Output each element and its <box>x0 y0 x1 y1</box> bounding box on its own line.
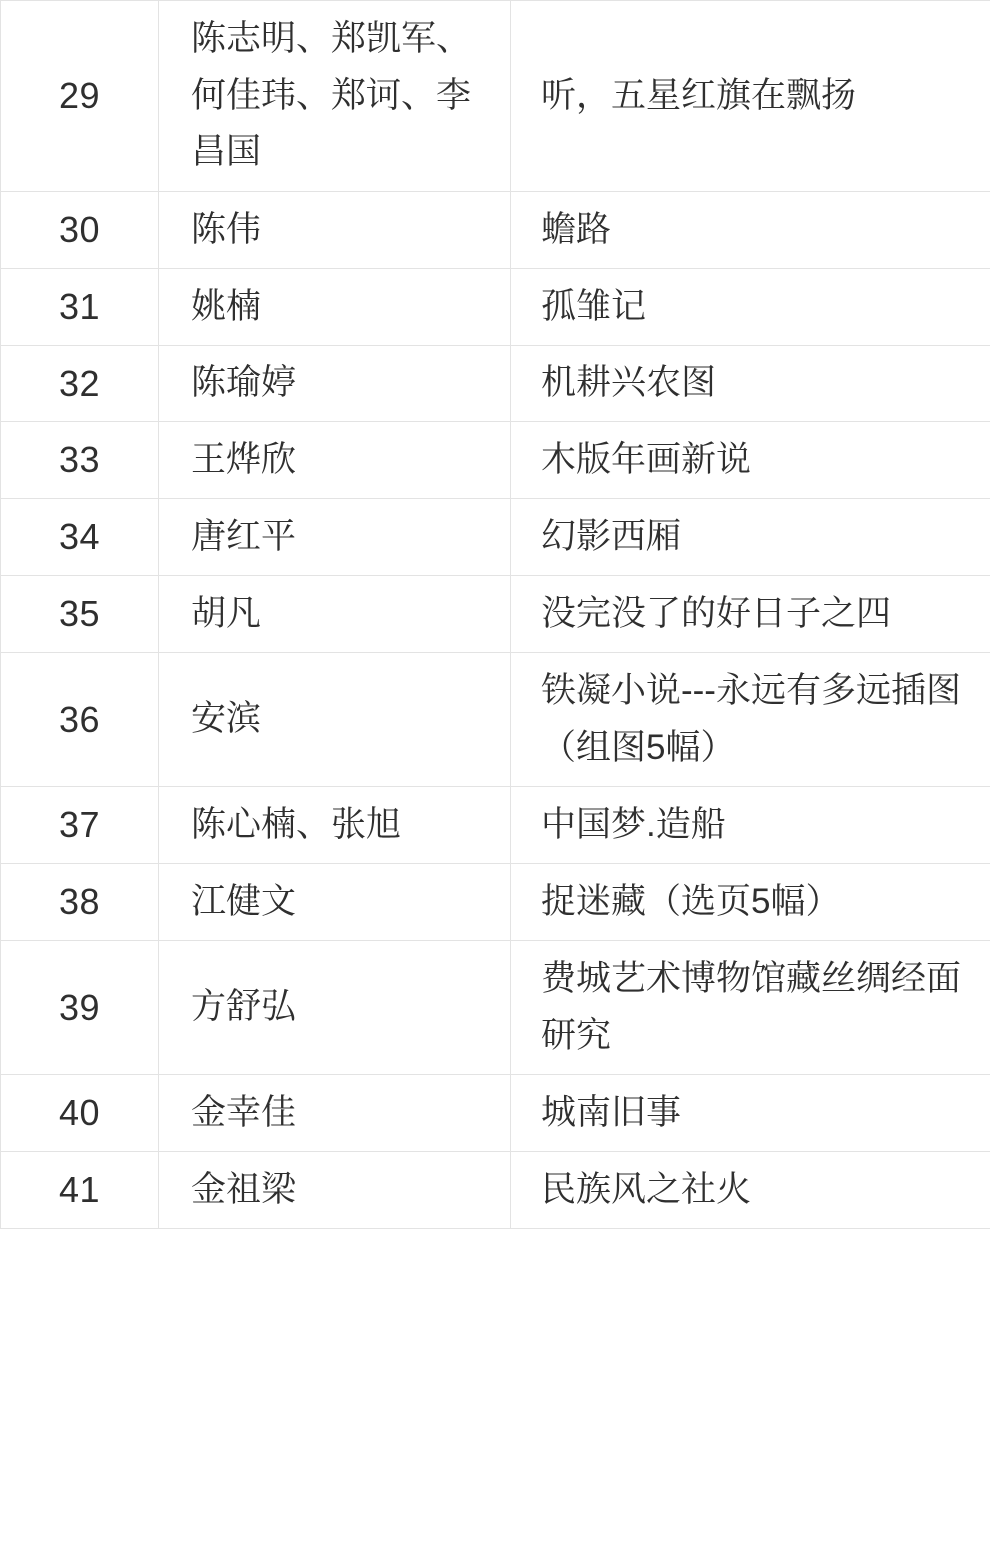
row-author: 金幸佳 <box>159 1075 511 1152</box>
row-number: 38 <box>1 864 159 941</box>
row-author: 安滨 <box>159 652 511 786</box>
row-title: 机耕兴农图 <box>511 345 990 422</box>
table-row <box>1 345 990 422</box>
row-author: 方舒弘 <box>159 940 511 1074</box>
row-number: 37 <box>1 787 159 864</box>
table-row <box>1 1 990 192</box>
row-author: 金祖梁 <box>159 1151 511 1228</box>
table-row <box>1 576 990 653</box>
row-title: 孤雏记 <box>511 268 990 345</box>
table-row <box>1 864 990 941</box>
row-number: 33 <box>1 422 159 499</box>
row-title: 民族风之社火 <box>511 1151 990 1228</box>
row-title: 听，五星红旗在飘扬 <box>511 1 990 192</box>
table-row <box>1 652 990 786</box>
row-author: 陈瑜婷 <box>159 345 511 422</box>
table-row <box>1 1075 990 1152</box>
row-number: 31 <box>1 268 159 345</box>
row-author: 江健文 <box>159 864 511 941</box>
row-number: 29 <box>1 1 159 192</box>
table-row <box>1 192 990 269</box>
row-title: 蟾路 <box>511 192 990 269</box>
row-number: 30 <box>1 192 159 269</box>
row-title: 木版年画新说 <box>511 422 990 499</box>
row-title: 幻影西厢 <box>511 499 990 576</box>
row-number: 41 <box>1 1151 159 1228</box>
row-number: 40 <box>1 1075 159 1152</box>
table-row <box>1 422 990 499</box>
row-author: 胡凡 <box>159 576 511 653</box>
row-number: 35 <box>1 576 159 653</box>
row-number: 36 <box>1 652 159 786</box>
row-author: 陈志明、郑凯军、何佳玮、郑诃、李昌国 <box>159 1 511 192</box>
row-title: 城南旧事 <box>511 1075 990 1152</box>
row-author: 陈心楠、张旭 <box>159 787 511 864</box>
table-row <box>1 787 990 864</box>
table-row <box>1 268 990 345</box>
row-title: 费城艺术博物馆藏丝绸经面研究 <box>511 940 990 1074</box>
row-title: 中国梦.造船 <box>511 787 990 864</box>
row-author: 唐红平 <box>159 499 511 576</box>
row-title: 捉迷藏（选页5幅） <box>511 864 990 941</box>
table-row <box>1 499 990 576</box>
row-title: 没完没了的好日子之四 <box>511 576 990 653</box>
row-number: 39 <box>1 940 159 1074</box>
row-author: 陈伟 <box>159 192 511 269</box>
row-number: 32 <box>1 345 159 422</box>
table-row <box>1 1151 990 1228</box>
table-row <box>1 940 990 1074</box>
row-author: 姚楠 <box>159 268 511 345</box>
row-author: 王烨欣 <box>159 422 511 499</box>
table-body <box>1 1 990 1229</box>
row-number: 34 <box>1 499 159 576</box>
row-title: 铁凝小说---永远有多远插图（组图5幅） <box>511 652 990 786</box>
